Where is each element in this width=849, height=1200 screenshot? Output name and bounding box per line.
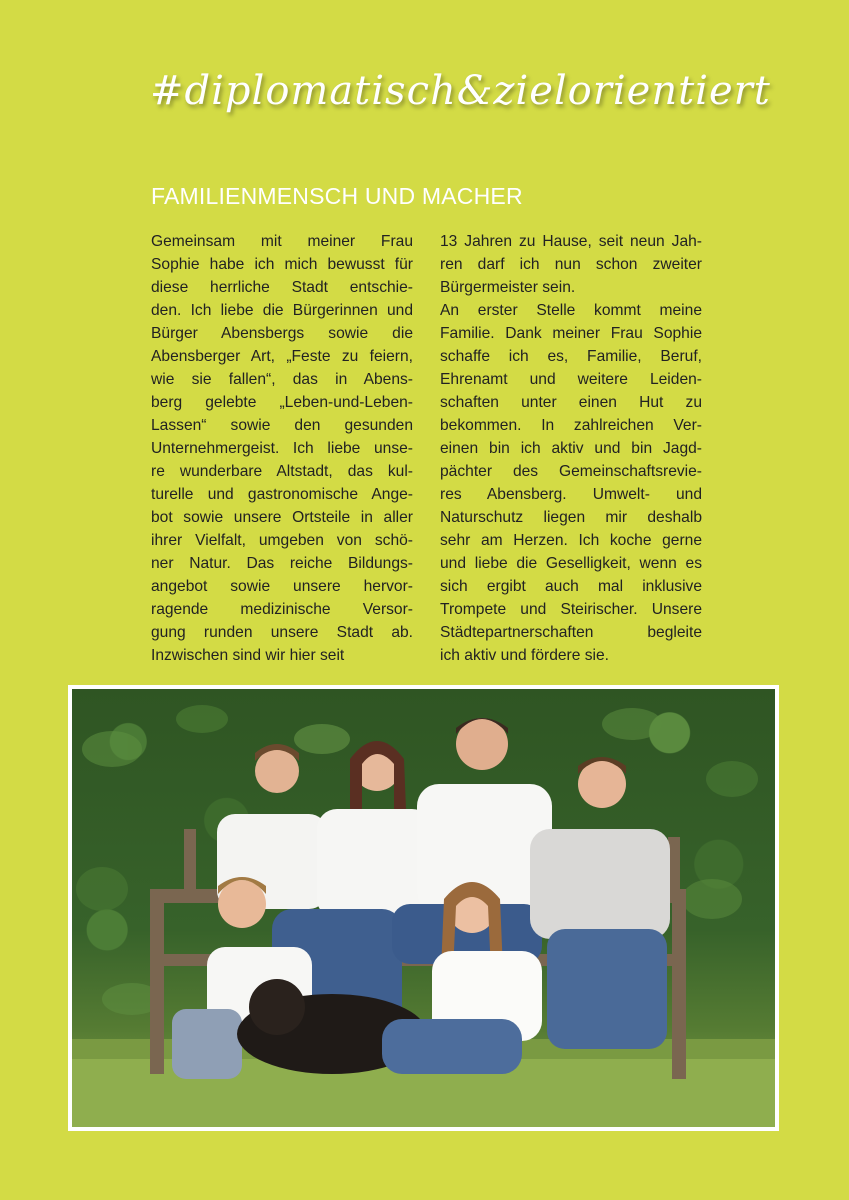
text-line: bot sowie unsere Ortsteile in aller xyxy=(151,509,413,526)
text-line: turelle und gastronomische Ange- xyxy=(151,486,413,503)
text-line: Bürger Abensbergs sowie die xyxy=(151,325,413,342)
family-photo-illustration xyxy=(72,689,775,1127)
text-line: angebot sowie unsere hervor- xyxy=(151,578,413,595)
text-line: Unternehmergeist. Ich liebe unse- xyxy=(151,440,413,457)
text-line: Sophie habe ich mich bewusst für xyxy=(151,256,413,273)
text-line: berg gelebte „Leben-und-Leben- xyxy=(151,394,413,411)
text-line: schaften unter einen Hut zu xyxy=(440,394,702,411)
hashtag-title: #diplomatisch&zielorientiert xyxy=(150,68,771,114)
text-line: den. Ich liebe die Bürgerinnen und xyxy=(151,302,413,319)
text-column-right xyxy=(440,230,702,667)
text-line: Inzwischen sind wir hier seit xyxy=(151,647,345,664)
text-line: wie sie fallen“, das in Abens- xyxy=(151,371,413,388)
text-line: ner Natur. Das reiche Bildungs- xyxy=(151,555,413,572)
text-line: Städtepartnerschaften begleite xyxy=(440,624,702,641)
text-line: res Abensberg. Umwelt- und xyxy=(440,486,702,503)
text-line: Ehrenamt und weitere Leiden- xyxy=(440,371,702,388)
text-line: Bürgermeister sein. xyxy=(440,279,576,296)
text-line: bekommen. In zahlreichen Ver- xyxy=(440,417,702,434)
text-line: re wunderbare Altstadt, das kul- xyxy=(151,463,413,480)
text-line: und liebe die Geselligkeit, wenn es xyxy=(440,555,702,572)
family-photo xyxy=(72,689,775,1127)
text-line: Lassen“ sowie den gesunden xyxy=(151,417,413,434)
text-line: ren darf ich nun schon zweiter xyxy=(440,256,702,273)
text-line: Naturschutz liegen mir deshalb xyxy=(440,509,702,526)
text-line: einen bin ich aktiv und bin Jagd- xyxy=(440,440,702,457)
text-line: pächter des Gemeinschaftsrevie- xyxy=(440,463,702,480)
text-line: schaffe ich es, Familie, Beruf, xyxy=(440,348,702,365)
text-line: Gemeinsam mit meiner Frau xyxy=(151,233,413,250)
text-line: Trompete und Steirischer. Unsere xyxy=(440,601,702,618)
text-line: gung runden unsere Stadt ab. xyxy=(151,624,413,641)
text-line: ragende medizinische Versor- xyxy=(151,601,413,618)
text-line: ihrer Vielfalt, umgeben von schö- xyxy=(151,532,413,549)
section-heading: FAMILIENMENSCH UND MACHER xyxy=(151,183,523,209)
text-column-left xyxy=(151,230,413,667)
text-line: Abensberger Art, „Feste zu feiern, xyxy=(151,348,413,365)
text-line: diese herrliche Stadt entschie- xyxy=(151,279,413,296)
text-line: sehr am Herzen. Ich koche gerne xyxy=(440,532,702,549)
family-photo-frame xyxy=(68,685,779,1131)
text-line: 13 Jahren zu Hause, seit neun Jah- xyxy=(440,233,702,250)
text-line: ich aktiv und fördere sie. xyxy=(440,647,610,664)
text-line: sich ergibt auch mal inklusive xyxy=(440,578,702,595)
text-line: An erster Stelle kommt meine xyxy=(440,302,702,319)
text-line: Familie. Dank meiner Frau Sophie xyxy=(440,325,702,342)
